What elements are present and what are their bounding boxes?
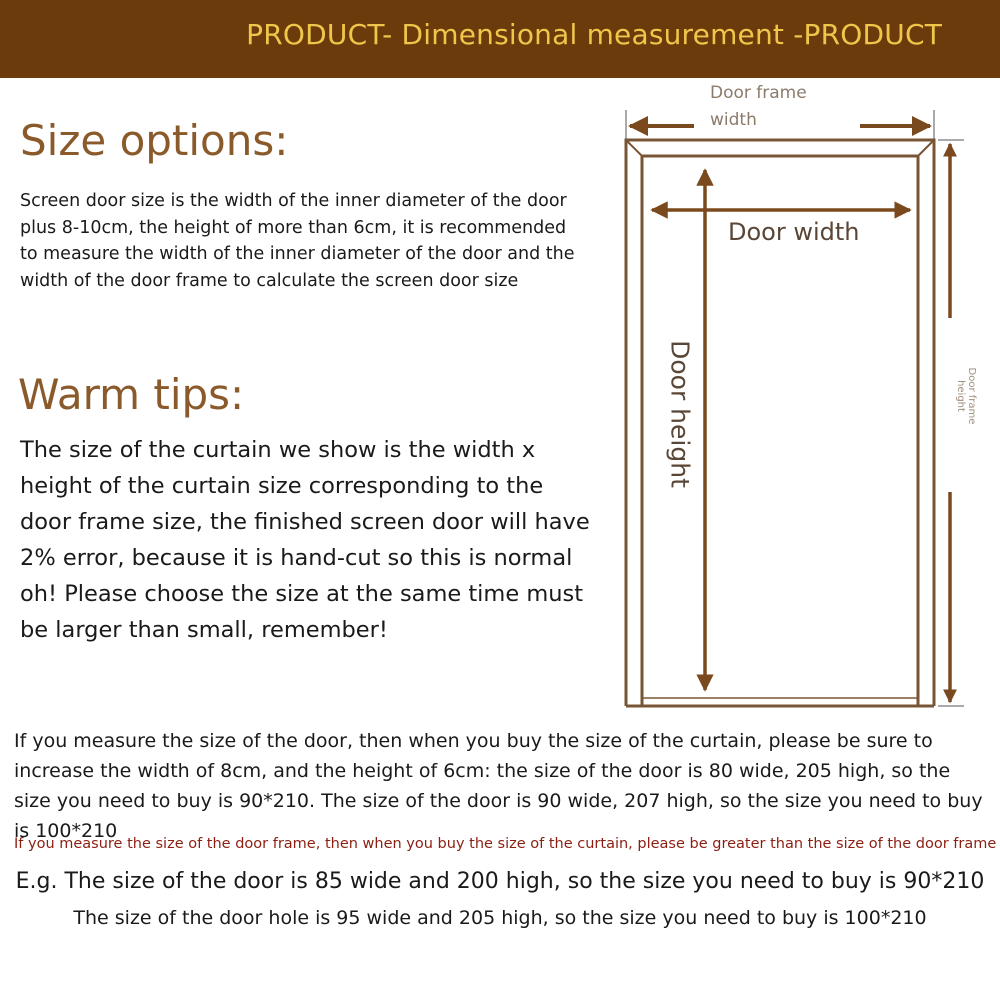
size-options-heading: Size options:	[20, 116, 289, 165]
door-measure-instructions: If you measure the size of the door, then when you buy the size of the curtain, please be sure to increase the width of 8cm, and the height of 6cm: the size of the door is 80 wide, 205 high, so the size you need to buy is 90*210. The size of the door is 90 wide, 207 high, so the size you need to buy is 100*210	[14, 730, 983, 842]
door-height-label: Door height	[665, 340, 695, 488]
banner-title: PRODUCT- Dimensional measurement -PRODUCT	[246, 18, 942, 51]
warm-tips-heading: Warm tips:	[18, 370, 245, 419]
example-line-2: The size of the door hole is 95 wide and 205 high, so the size you need to buy is 100*210	[73, 907, 927, 929]
door-frame-drawing	[600, 78, 1000, 728]
door-width-label: Door width	[728, 218, 860, 246]
size-options-text: Screen door size is the width of the inner diameter of the door plus 8-10cm, the height of more than 6cm, it is recommended to measure the width of the inner diameter of the door and the width of the door frame to calculate the screen door size	[20, 191, 575, 291]
door-frame-height-label: Door frame height	[955, 367, 977, 425]
example-line-1: E.g. The size of the door is 85 wide and 200 high, so the size you need to buy is 90*210	[15, 869, 985, 894]
warm-tips-text: The size of the curtain we show is the width x height of the curtain size corresponding to the door frame size, the finished screen door will have 2% error, because it is hand-cut so this is normal oh! Please choose the size at the same time must be larger than small, remember!	[20, 437, 590, 643]
frame-measure-note: If you measure the size of the door frame, then when you buy the size of the curtain, please be greater than the size of the door frame	[14, 836, 997, 852]
door-measurement-diagram	[600, 78, 1000, 728]
header-banner	[0, 0, 1000, 78]
door-frame-width-label: Door frame width	[710, 83, 807, 130]
